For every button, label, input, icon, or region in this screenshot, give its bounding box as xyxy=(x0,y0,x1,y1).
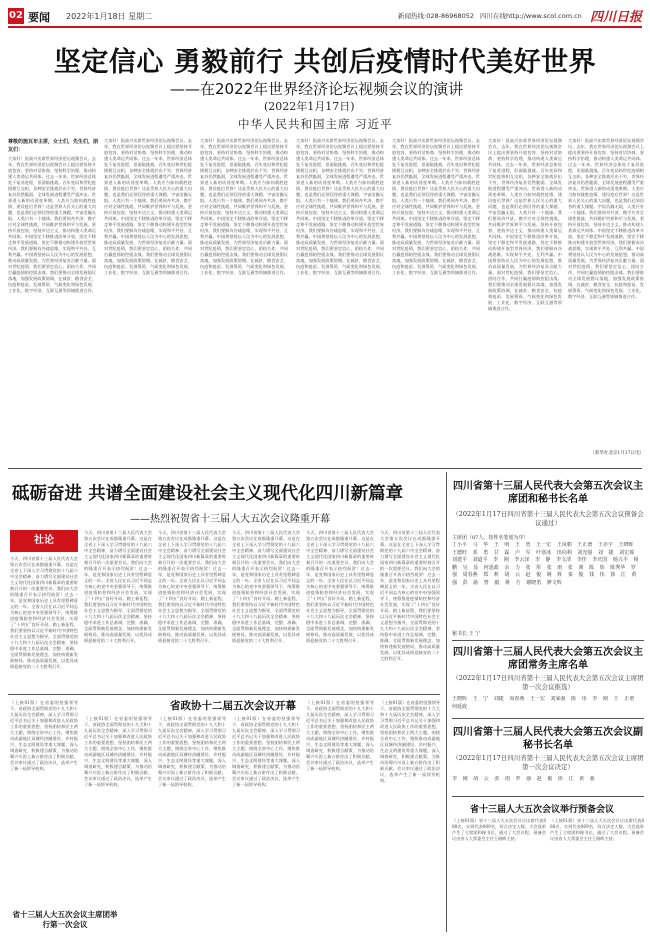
news-hotline: 新闻热线:028-86968052 xyxy=(398,12,475,20)
cppcc-col-5: （上接01版）在省委的坚强领导下，省政协全面贯彻党的十九大和十九届历次全会精神，深入学习贯彻习近平总书记关于加强和改进人民政协工作的重要思想，坚持团结和民主两大主题，围绕全省中心工作，聚焦推动成渝地区双城经济圈建设、乡村振兴、生态文明建设等重大课题，深入调查研究，积极建言献策，为推动治蜀兴川再上新台阶作出了积极贡献。会议审议通过了政治决议，选举产生了新一届领导机构。 xyxy=(306,700,374,771)
lead-salutation: 尊敬的施瓦布主席，女士们，先生们，朋友们： xyxy=(8,139,99,153)
lead-subheadline: ——在2022年世界经济论坛视频会议的演讲 xyxy=(170,80,464,98)
lead-end-note: （新华社北京1月17日电） xyxy=(590,451,644,456)
masthead-logo: 四川日报 xyxy=(590,10,643,25)
website-link[interactable]: 四川在线http://www.scol.com.cn xyxy=(480,12,582,20)
lead-body-col-1: 大家好！很高兴出席世界经济论坛视频会议。去年，我在世界经济论坛视频会议上提出要坚持开放包容、坚持对话协商、坚持科学治理，推动构建人类命运共同体。过去一年来，世界经济总体处于复苏进程，但面临挑战。百年变局和世纪疫情相互交织，各种安全挑战层出不穷，世界经济复苏仍然脆弱，全球发展进程遭受严重冲击。世界进入新的动荡变革期。人类应当如何战胜疫情、建设疫后世界？这是世界人民关心的重大问题，也是我们必须回答的重大课题。宇宙浩瀚无垠，人类只有一个地球。我们要同舟共济，携手应对全球性挑战，共同维护世界和平与发展。坚持开放包容，坚持多边主义，推动构建人类命运共同体。中国坚定不移推进改革开放，坚定不移走和平发展道路，坚定不移推动构建开放型世界经济。我们要摒弃冷战思维，实现和平共处、互利共赢。中国将坚持以人民为中心的发展思想，推动高质量发展，为世界经济复苏贡献力量。面对世纪疫情，我们要坚定信心，团结合作，共同打赢疫情防控阻击战。我们要推动全球发展倡议落地，加强发展政策协调，在减贫、粮食安全、抗疫和疫苗、发展筹资、气候变化和绿色发展、工业化、数字经济、互联互通等领域推进合作。 xyxy=(8,156,96,293)
list-divider-1 xyxy=(452,640,644,641)
cppcc-col-6: （上接01版）在省委的坚强领导下，省政协全面贯彻党的十九大和十九届历次全会精神，深入学习贯彻习近平总书记关于加强和改进人民政协工作的重要思想，坚持团结和民主两大主题，围绕全省中心工作，聚焦推动成渝地区双城经济圈建设、乡村振兴、生态文明建设等重大课题，深入调查研究，积极建言献策，为推动治蜀兴川再上新台阶作出了积极贡献。会议审议通过了政治决议，选举产生了新一届领导机构。 xyxy=(380,700,440,783)
cppcc-col-4: （上接01版）在省委的坚强领导下，省政协全面贯彻党的十九大和十九届历次全会精神，深入学习贯彻习近平总书记关于加强和改进人民政协工作的重要思想，坚持团结和民主两大主题，围绕全省中心工作，聚焦推动成渝地区双城经济圈建设、乡村振兴、生态文明建设等重大课题，深入调查研究，积极建言献策，为推动治蜀兴川再上新台阶作出了积极贡献。会议审议通过了政治决议，选举产生了新一届领导机构。 xyxy=(232,716,300,787)
presidium-list-title: 四川省第十三届人民代表大会第五次会议主席团和秘书长名单 xyxy=(453,481,643,505)
presidium-names: 丁小平 马 华 王 明 王 勇 王一宏 王凤朝 王正谱 王赤宇 王晓晖 王德旺 邓 勇 甘 霖 卢 军 叶寒冰 田向利 刘光强 刘 捷 刘宏葆 刘建平 刘道平 李 刚 李云泽 李 静 李文清 李佳 李庆国 杨兴平 杨 鹏 吴 显 何延政 余 力 张 彤 张 雨 张 剡 陈 炜 陈秀华 罗 强 周春燕 郑 莉 胡 云 赵 俊 姚 辉 秦 俊 钱 伟 徐 江 黄 强 彭 渝 曾 毅 蒋 方 谢晓勇 廖文辉 xyxy=(452,542,639,586)
editorial-col-5: 今天，四川省第十三届人民代表大会第五次会议在成都隆重开幕。这是在全省上下深入学习贯彻党的十九届六中全会精神、奋力谱写全面建设社会主义现代化国家四川新篇章的重要时刻召开的一次重要会议。我们向大会的隆重召开表示热烈祝贺！过去一年，是党和国家历史上具有里程碑意义的一年。全省人民在以习近平同志为核心的党中央坚强领导下，统筹推进疫情防控和经济社会发展，实现了“十四五”良好开局。踏上新征程，我们要坚持以习近平新时代中国特色社会主义思想为指导，全面贯彻党的十九大和十九届历次全会精神，坚持稳中求进工作总基调，完整、准确、全面贯彻新发展理念，加快构建新发展格局，推动高质量发展，以优异成绩迎接党的二十大胜利召开。 xyxy=(306,530,374,643)
lead-body-col-6: 大家好！很高兴出席世界经济论坛视频会议。去年，我在世界经济论坛视频会议上提出要坚持开放包容、坚持对话协商、坚持科学治理，推动构建人类命运共同体。过去一年来，世界经济总体处于复苏进程，但面临挑战。百年变局和世纪疫情相互交织，各种安全挑战层出不穷，世界经济复苏仍然脆弱，全球发展进程遭受严重冲击。世界进入新的动荡变革期。人类应当如何战胜疫情、建设疫后世界？这是世界人民关心的重大问题，也是我们必须回答的重大课题。宇宙浩瀚无垠，人类只有一个地球。我们要同舟共济，携手应对全球性挑战，共同维护世界和平与发展。坚持开放包容，坚持多边主义，推动构建人类命运共同体。中国坚定不移推进改革开放，坚定不移走和平发展道路，坚定不移推动构建开放型世界经济。我们要摒弃冷战思维，实现和平共处、互利共赢。中国将坚持以人民为中心的发展思想，推动高质量发展，为世界经济复苏贡献力量。面对世纪疫情，我们要坚定信心，团结合作，共同打赢疫情防控阻击战。我们要推动全球发展倡议落地，加强发展政策协调，在减贫、粮食安全、抗疫和疫苗、发展筹资、气候变化和绿色发展、工业化、数字经济、互联互通等领域推进合作。 xyxy=(488,138,562,311)
standing-chairs-names: 王晓晖 王 宁 刘捷 周春燕 王一宏 刘家强 陈 彤 李 刚 王 正谱 何延政 xyxy=(452,696,635,710)
lead-body-col-7: 大家好！很高兴出席世界经济论坛视频会议。去年，我在世界经济论坛视频会议上提出要坚持开放包容、坚持对话协商、坚持科学治理，推动构建人类命运共同体。过去一年来，世界经济总体处于复苏进程，但面临挑战。百年变局和世纪疫情相互交织，各种安全挑战层出不穷，世界经济复苏仍然脆弱，全球发展进程遭受严重冲击。世界进入新的动荡变革期。人类应当如何战胜疫情、建设疫后世界？这是世界人民关心的重大问题，也是我们必须回答的重大课题。宇宙浩瀚无垠，人类只有一个地球。我们要同舟共济，携手应对全球性挑战，共同维护世界和平与发展。坚持开放包容，坚持多边主义，推动构建人类命运共同体。中国坚定不移推进改革开放，坚定不移走和平发展道路，坚定不移推动构建开放型世界经济。我们要摒弃冷战思维，实现和平共处、互利共赢。中国将坚持以人民为中心的发展思想，推动高质量发展，为世界经济复苏贡献力量。面对世纪疫情，我们要坚定信心，团结合作，共同打赢疫情防控阻击战。我们要推动全球发展倡议落地，加强发展政策协调，在减贫、粮食安全、抗疫和疫苗、发展筹资、气候变化和绿色发展、工业化、数字经济、互联互通等领域推进合作。 xyxy=(568,138,644,299)
cppcc-col-2: （上接01版）在省委的坚强领导下，省政协全面贯彻党的十九大和十九届历次全会精神，深入学习贯彻习近平总书记关于加强和改进人民政协工作的重要思想，坚持团结和民主两大主题，围绕全省中心工作，聚焦推动成渝地区双城经济圈建设、乡村振兴、生态文明建设等重大课题，深入调查研究，积极建言献策，为推动治蜀兴川再上新台阶作出了积极贡献。会议审议通过了政治决议，选举产生了新一届领导机构。 xyxy=(84,716,152,787)
lead-body-col-2: 大家好！很高兴出席世界经济论坛视频会议。去年，我在世界经济论坛视频会议上提出要坚持开放包容、坚持对话协商、坚持科学治理，推动构建人类命运共同体。过去一年来，世界经济总体处于复苏进程，但面临挑战。百年变局和世纪疫情相互交织，各种安全挑战层出不穷，世界经济复苏仍然脆弱，全球发展进程遭受严重冲击。世界进入新的动荡变革期。人类应当如何战胜疫情、建设疫后世界？这是世界人民关心的重大问题，也是我们必须回答的重大课题。宇宙浩瀚无垠，人类只有一个地球。我们要同舟共济，携手应对全球性挑战，共同维护世界和平与发展。坚持开放包容，坚持多边主义，推动构建人类命运共同体。中国坚定不移推进改革开放，坚定不移走和平发展道路，坚定不移推动构建开放型世界经济。我们要摒弃冷战思维，实现和平共处、互利共赢。中国将坚持以人民为中心的发展思想，推动高质量发展，为世界经济复苏贡献力量。面对世纪疫情，我们要坚定信心，团结合作，共同打赢疫情防控阻击战。我们要推动全球发展倡议落地，加强发展政策协调，在减贫、粮食安全、抗疫和疫苗、发展筹资、气候变化和绿色发展、工业化、数字经济、互联互通等领域推进合作。 xyxy=(104,138,192,275)
standing-chairs-title: 四川省第十三届人民代表大会第五次会议主席团常务主席名单 xyxy=(453,647,643,671)
preparatory-col-2: （上接01版）省十三届人大五次会议应出席代表888名，实到代表809名，符合法定人数。大会选举产生了主席团和秘书长，通过了大会议程。预备会议由省人大常委会主任王晓晖主持。 xyxy=(550,818,644,841)
deputy-secretaries-names: 李 刚 胡 云 张 雨 罗 强 赵 俊 徐 江 黄 强 xyxy=(452,776,595,782)
preparatory-meeting-headline: 省十三届人大五次会议举行预备会议 xyxy=(470,805,615,815)
cppcc-col-1: （上接01版）在省委的坚强领导下，省政协全面贯彻党的十九大和十九届历次全会精神，深入学习贯彻习近平总书记关于加强和改进人民政协工作的重要思想，坚持团结和民主两大主题，围绕全省中心工作，聚焦推动成渝地区双城经济圈建设、乡村振兴、生态文明建设等重大课题，深入调查研究，积极建言献策，为推动治蜀兴川再上新台阶作出了积极贡献。会议审议通过了政治决议，选举产生了新一届领导机构。 xyxy=(10,700,78,771)
lead-body-col-5: 大家好！很高兴出席世界经济论坛视频会议。去年，我在世界经济论坛视频会议上提出要坚持开放包容、坚持对话协商、坚持科学治理，推动构建人类命运共同体。过去一年来，世界经济总体处于复苏进程，但面临挑战。百年变局和世纪疫情相互交织，各种安全挑战层出不穷，世界经济复苏仍然脆弱，全球发展进程遭受严重冲击。世界进入新的动荡变革期。人类应当如何战胜疫情、建设疫后世界？这是世界人民关心的重大问题，也是我们必须回答的重大课题。宇宙浩瀚无垠，人类只有一个地球。我们要同舟共济，携手应对全球性挑战，共同维护世界和平与发展。坚持开放包容，坚持多边主义，推动构建人类命运共同体。中国坚定不移推进改革开放，坚定不移走和平发展道路，坚定不移推动构建开放型世界经济。我们要摒弃冷战思维，实现和平共处、互利共赢。中国将坚持以人民为中心的发展思想，推动高质量发展，为世界经济复苏贡献力量。面对世纪疫情，我们要坚定信心，团结合作，共同打赢疫情防控阻击战。我们要推动全球发展倡议落地，加强发展政策协调，在减贫、粮食安全、抗疫和疫苗、发展筹资、气候变化和绿色发展、工业化、数字经济、互联互通等领域推进合作。 xyxy=(392,138,480,275)
list-divider-2 xyxy=(452,718,644,719)
issue-date: 2022年1月18日 星期二 xyxy=(66,12,153,21)
editorial-tag: 社论 xyxy=(10,530,78,552)
lead-byline: 中华人民共和国主席 习近平 xyxy=(238,117,393,131)
editorial-headline: 砥砺奋进 共谱全面建设社会主义现代化四川新篇章 xyxy=(12,484,404,504)
editorial-col-3: 今天，四川省第十三届人民代表大会第五次会议在成都隆重开幕。这是在全省上下深入学习贯彻党的十九届六中全会精神、奋力谱写全面建设社会主义现代化国家四川新篇章的重要时刻召开的一次重要会议。我们向大会的隆重召开表示热烈祝贺！过去一年，是党和国家历史上具有里程碑意义的一年。全省人民在以习近平同志为核心的党中央坚强领导下，统筹推进疫情防控和经济社会发展，实现了“十四五”良好开局。踏上新征程，我们要坚持以习近平新时代中国特色社会主义思想为指导，全面贯彻党的十九大和十九届历次全会精神，坚持稳中求进工作总基调，完整、准确、全面贯彻新发展理念，加快构建新发展格局，推动高质量发展，以优异成绩迎接党的二十大胜利召开。 xyxy=(158,530,226,643)
presidium-meeting-headline: 省十三届人大五次会议主席团举行第一次会议 xyxy=(12,910,118,929)
cppcc-col-3: （上接01版）在省委的坚强领导下，省政协全面贯彻党的十九大和十九届历次全会精神，深入学习贯彻习近平总书记关于加强和改进人民政协工作的重要思想，坚持团结和民主两大主题，围绕全省中心工作，聚焦推动成渝地区双城经济圈建设、乡村振兴、生态文明建设等重大课题，深入调查研究，积极建言献策，为推动治蜀兴川再上新台阶作出了积极贡献。会议审议通过了政治决议，选举产生了新一届领导机构。 xyxy=(158,716,226,787)
section-divider-2 xyxy=(8,694,440,695)
presidium-heading: 主席团（87人，按姓名笔划为序） xyxy=(452,535,529,541)
deputy-secretaries-title: 四川省第十三届人民代表大会第五次会议副秘书长名单 xyxy=(453,727,643,751)
editorial-col-2: 今天，四川省第十三届人民代表大会第五次会议在成都隆重开幕。这是在全省上下深入学习贯彻党的十九届六中全会精神、奋力谱写全面建设社会主义现代化国家四川新篇章的重要时刻召开的一次重要会议。我们向大会的隆重召开表示热烈祝贺！过去一年，是党和国家历史上具有里程碑意义的一年。全省人民在以习近平同志为核心的党中央坚强领导下，统筹推进疫情防控和经济社会发展，实现了“十四五”良好开局。踏上新征程，我们要坚持以习近平新时代中国特色社会主义思想为指导，全面贯彻党的十九大和十九届历次全会精神，坚持稳中求进工作总基调，完整、准确、全面贯彻新发展理念，加快构建新发展格局，推动高质量发展，以优异成绩迎接党的二十大胜利召开。 xyxy=(84,530,152,643)
lead-body-col-3: 大家好！很高兴出席世界经济论坛视频会议。去年，我在世界经济论坛视频会议上提出要坚持开放包容、坚持对话协商、坚持科学治理，推动构建人类命运共同体。过去一年来，世界经济总体处于复苏进程，但面临挑战。百年变局和世纪疫情相互交织，各种安全挑战层出不穷，世界经济复苏仍然脆弱，全球发展进程遭受严重冲击。世界进入新的动荡变革期。人类应当如何战胜疫情、建设疫后世界？这是世界人民关心的重大问题，也是我们必须回答的重大课题。宇宙浩瀚无垠，人类只有一个地球。我们要同舟共济，携手应对全球性挑战，共同维护世界和平与发展。坚持开放包容，坚持多边主义，推动构建人类命运共同体。中国坚定不移推进改革开放，坚定不移走和平发展道路，坚定不移推动构建开放型世界经济。我们要摒弃冷战思维，实现和平共处、互利共赢。中国将坚持以人民为中心的发展思想，推动高质量发展，为世界经济复苏贡献力量。面对世纪疫情，我们要坚定信心，团结合作，共同打赢疫情防控阻击战。我们要推动全球发展倡议落地，加强发展政策协调，在减贫、粮食安全、抗疫和疫苗、发展筹资、气候变化和绿色发展、工业化、数字经济、互联互通等领域推进合作。 xyxy=(200,138,288,275)
secretary-general: 秘书长 王 宁 xyxy=(452,631,481,637)
section-divider xyxy=(8,468,642,469)
list-divider-3 xyxy=(452,796,644,797)
presidium-list-note: （2022年1月17日四川省第十三届人民代表大会第五次会议预备会议通过） xyxy=(452,510,644,527)
editorial-col-6: 今天，四川省第十三届人民代表大会第五次会议在成都隆重开幕。这是在全省上下深入学习贯彻党的十九届六中全会精神、奋力谱写全面建设社会主义现代化国家四川新篇章的重要时刻召开的一次重要会议。我们向大会的隆重召开表示热烈祝贺！过去一年，是党和国家历史上具有里程碑意义的一年。全省人民在以习近平同志为核心的党中央坚强领导下，统筹推进疫情防控和经济社会发展，实现了“十四五”良好开局。踏上新征程，我们要坚持以习近平新时代中国特色社会主义思想为指导，全面贯彻党的十九大和十九届历次全会精神，坚持稳中求进工作总基调，完整、准确、全面贯彻新发展理念，加快构建新发展格局，推动高质量发展，以优异成绩迎接党的二十大胜利召开。 xyxy=(380,530,440,661)
editorial-subheadline: ——热烈祝贺省十三届人大五次会议隆重开幕 xyxy=(130,514,330,525)
lead-headline: 坚定信心 勇毅前行 共创后疫情时代美好世界 xyxy=(53,47,597,78)
lead-date: (2022年1月17日) xyxy=(264,100,355,113)
section-label: 要闻 xyxy=(28,11,50,24)
column-divider xyxy=(446,472,447,932)
standing-chairs-note: （2022年1月17日四川省第十三届人民代表大会第五次会议主席团第一次会议推选） xyxy=(452,674,644,691)
editorial-col-4: 今天，四川省第十三届人民代表大会第五次会议在成都隆重开幕。这是在全省上下深入学习贯彻党的十九届六中全会精神、奋力谱写全面建设社会主义现代化国家四川新篇章的重要时刻召开的一次重要会议。我们向大会的隆重召开表示热烈祝贺！过去一年，是党和国家历史上具有里程碑意义的一年。全省人民在以习近平同志为核心的党中央坚强领导下，统筹推进疫情防控和经济社会发展，实现了“十四五”良好开局。踏上新征程，我们要坚持以习近平新时代中国特色社会主义思想为指导，全面贯彻党的十九大和十九届历次全会精神，坚持稳中求进工作总基调，完整、准确、全面贯彻新发展理念，加快构建新发展格局，推动高质量发展，以优异成绩迎接党的二十大胜利召开。 xyxy=(232,530,300,643)
lead-body-col-4: 大家好！很高兴出席世界经济论坛视频会议。去年，我在世界经济论坛视频会议上提出要坚持开放包容、坚持对话协商、坚持科学治理，推动构建人类命运共同体。过去一年来，世界经济总体处于复苏进程，但面临挑战。百年变局和世纪疫情相互交织，各种安全挑战层出不穷，世界经济复苏仍然脆弱，全球发展进程遭受严重冲击。世界进入新的动荡变革期。人类应当如何战胜疫情、建设疫后世界？这是世界人民关心的重大问题，也是我们必须回答的重大课题。宇宙浩瀚无垠，人类只有一个地球。我们要同舟共济，携手应对全球性挑战，共同维护世界和平与发展。坚持开放包容，坚持多边主义，推动构建人类命运共同体。中国坚定不移推进改革开放，坚定不移走和平发展道路，坚定不移推动构建开放型世界经济。我们要摒弃冷战思维，实现和平共处、互利共赢。中国将坚持以人民为中心的发展思想，推动高质量发展，为世界经济复苏贡献力量。面对世纪疫情，我们要坚定信心，团结合作，共同打赢疫情防控阻击战。我们要推动全球发展倡议落地，加强发展政策协调，在减贫、粮食安全、抗疫和疫苗、发展筹资、气候变化和绿色发展、工业化、数字经济、互联互通等领域推进合作。 xyxy=(296,138,384,275)
editorial-col-1: 今天，四川省第十三届人民代表大会第五次会议在成都隆重开幕。这是在全省上下深入学习贯彻党的十九届六中全会精神、奋力谱写全面建设社会主义现代化国家四川新篇章的重要时刻召开的一次重要会议。我们向大会的隆重召开表示热烈祝贺！过去一年，是党和国家历史上具有里程碑意义的一年。全省人民在以习近平同志为核心的党中央坚强领导下，统筹推进疫情防控和经济社会发展，实现了“十四五”良好开局。踏上新征程，我们要坚持以习近平新时代中国特色社会主义思想为指导，全面贯彻党的十九大和十九届历次全会精神，坚持稳中求进工作总基调，完整、准确、全面贯彻新发展理念，加快构建新发展格局，推动高质量发展，以优异成绩迎接党的二十大胜利召开。 xyxy=(10,556,78,669)
header-rule xyxy=(8,26,642,28)
preparatory-col-1: （上接01版）省十三届人大五次会议应出席代表888名，实到代表809名，符合法定人数。大会选举产生了主席团和秘书长，通过了大会议程。预备会议由省人大常委会主任王晓晖主持。 xyxy=(452,818,546,841)
deputy-secretaries-note: （2022年1月17日四川省第十三届人民代表大会第五次会议主席团第一次会议决定） xyxy=(452,754,644,771)
page-number: 02 xyxy=(8,8,24,24)
cppcc-headline: 省政协十二届五次会议开幕 xyxy=(170,700,296,712)
